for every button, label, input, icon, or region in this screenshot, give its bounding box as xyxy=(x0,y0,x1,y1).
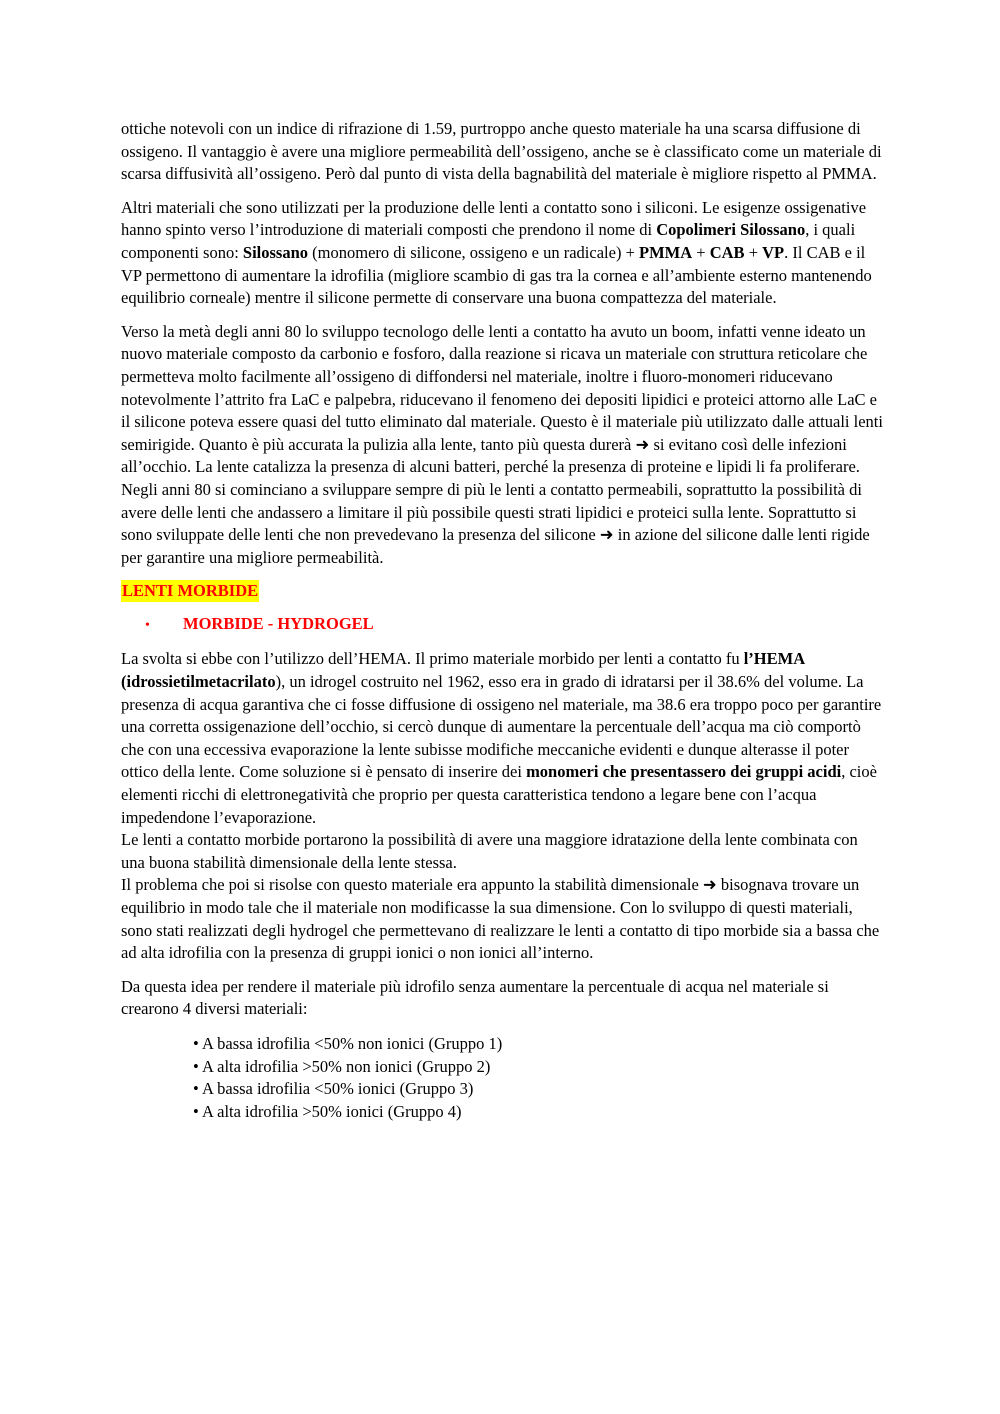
document-page xyxy=(121,118,883,1123)
text-run: + xyxy=(744,242,763,262)
paragraph-stability: Il problema che poi si risolse con questo materiale era appunto la stabilità dimensionale ➜ bisognava trovare un equilibrio in modo tale che il materiale non modificasse la sua dimensione. Con lo sviluppo di questi materiali, sono stati realizzati degli hydrogel che permettevano di realizzare le lenti a contatto di tipo morbide sia a bassa che ad alta idrofilia con la presenza di gruppi ionici o non ionici all’interno. xyxy=(121,875,880,963)
text-run: . Il CAB e il VP permettono di aumentare la idrofilia (migliore scambio di gas tra la cornea e all’ambiente esterno mantenendo equilibrio corneale) mentre il silicone permette di conservare una buona compattezza del materiale. xyxy=(121,242,872,308)
paragraph-eighties: Verso la metà degli anni 80 lo sviluppo tecnologo delle lenti a contatto ha avuto un boom, infatti venne ideato un nuovo materiale composto da carbonio e fosforo, dalla reazione si ricava un materiale con struttura reticolare che permetteva molto facilmente all’ossigeno di diffondersi nel materiale, inoltre i fluoro-monomeri riducevano notevolmente l’attrito fra LaC e palpebra, riducevano il fenomeno dei depositi lipidici e proteici attorno alle LaC e il silicone poteva essere quasi del tutto eliminato dal materiale. Questo è il materiale più utilizzato dalle attuali lenti semirigide. Quanto è più accurata la pulizia alla lente, tanto più questa durerà ➜ si evitano così delle infezioni all’occhio. La lente catalizza la presenza di alcuni batteri, perché la presenza di proteine e lipidi li fa proliferare. Negli anni 80 si cominciano a sviluppare sempre di più le lenti a contatto permeabili, soprattutto la possibilità di avere delle lenti che andassero a limitare il più possibile questi strati lipidici e proteici sulla lente. Soprattutto si sono sviluppate delle lenti che non prevedevano la presenza del silicone ➜ in azione del silicone dalle lenti rigide per garantire una migliore permeabilità. xyxy=(121,321,883,567)
list-item: • A bassa idrofilia <50% non ionici (Gruppo 1) xyxy=(193,1033,503,1053)
paragraph-optics: ottiche notevoli con un indice di rifrazione di 1.59, purtroppo anche questo materiale ha una scarsa diffusione di ossigeno. Il vantaggio è avere una migliore permeabilità dell’ossigeno, anche se è classificato come un materiale di scarsa diffusività all’ossigeno. Però dal punto di vista della bagnabilità del materiale è migliore rispetto al PMMA. xyxy=(121,119,882,184)
paragraph-soft-lenses: Le lenti a contatto morbide portarono la possibilità di avere una maggiore idratazione della lente combinata con una buona stabilità dimensionale della lente stessa. xyxy=(121,830,858,872)
paragraph-four-materials: Da questa idea per rendere il materiale più idrofilo senza aumentare la percentuale di acqua nel materiale si crearono 4 diversi materiali: xyxy=(121,976,829,1019)
text-run: Altri materiali che sono utilizzati per la produzione delle lenti a contatto sono i siliconi. Le esigenze ossigenative hanno spinto verso l’introduzione di materiali composti che prendono il nome di xyxy=(121,197,867,240)
bullet-icon: • xyxy=(145,617,150,633)
section-heading: LENTI MORBIDE xyxy=(122,581,259,601)
paragraph-hema xyxy=(121,648,883,829)
text-run: ), un idrogel costruito nel 1962, esso era in grado di idratarsi per il 38.6% del volume. La presenza di acqua garantiva che ci fosse diffusione di ossigeno nel materiale, ma 38.6 era troppo poco per garantire una corretta ossigenazione dell’occhio, si cercò dunque di aumentare la percentuale dell’acqua ma ciò comportò che con una eccessiva evaporazione la lente subisse modifiche meccaniche evidenti e dunque alterasse il poter ottico della lente. Come soluzione si è pensato di inserire dei xyxy=(121,672,882,782)
bold-term: CAB xyxy=(709,242,745,262)
list-item: • A alta idrofilia >50% ionici (Gruppo 4) xyxy=(193,1101,462,1121)
text-run: + xyxy=(692,242,710,262)
text-run: (monomero di silicone, ossigeno e un radicale) + xyxy=(308,242,639,262)
subheading-label: MORBIDE - HYDROGEL xyxy=(183,613,374,633)
paragraph-silicones xyxy=(121,197,883,310)
bold-term: PMMA xyxy=(639,242,693,262)
list-item: • A alta idrofilia >50% non ionici (Gruppo 2) xyxy=(193,1056,491,1076)
bold-term: l’HEMA (idrossietilmetacrilato xyxy=(121,649,805,692)
bold-term: Copolimeri Silossano xyxy=(656,220,806,240)
text-run: , cioè elementi ricchi di elettronegatività che proprio per questa caratteristica tendono a legare bene con l’acqua impedendone l’evaporazione. xyxy=(121,762,877,827)
bold-term: VP xyxy=(762,242,785,262)
bold-term: Silossano xyxy=(242,242,309,262)
subheading-item xyxy=(145,613,883,638)
bold-term: monomeri che presentassero dei gruppi acidi xyxy=(526,762,842,782)
text-run: La svolta si ebbe con l’utilizzo dell’HEMA. Il primo materiale morbido per lenti a contatto fu xyxy=(121,649,744,669)
list-item: • A bassa idrofilia <50% ionici (Gruppo 3) xyxy=(193,1079,474,1099)
materials-list xyxy=(193,1033,883,1123)
text-run: , i quali componenti sono: xyxy=(121,220,856,262)
section-heading-wrap xyxy=(121,580,883,603)
